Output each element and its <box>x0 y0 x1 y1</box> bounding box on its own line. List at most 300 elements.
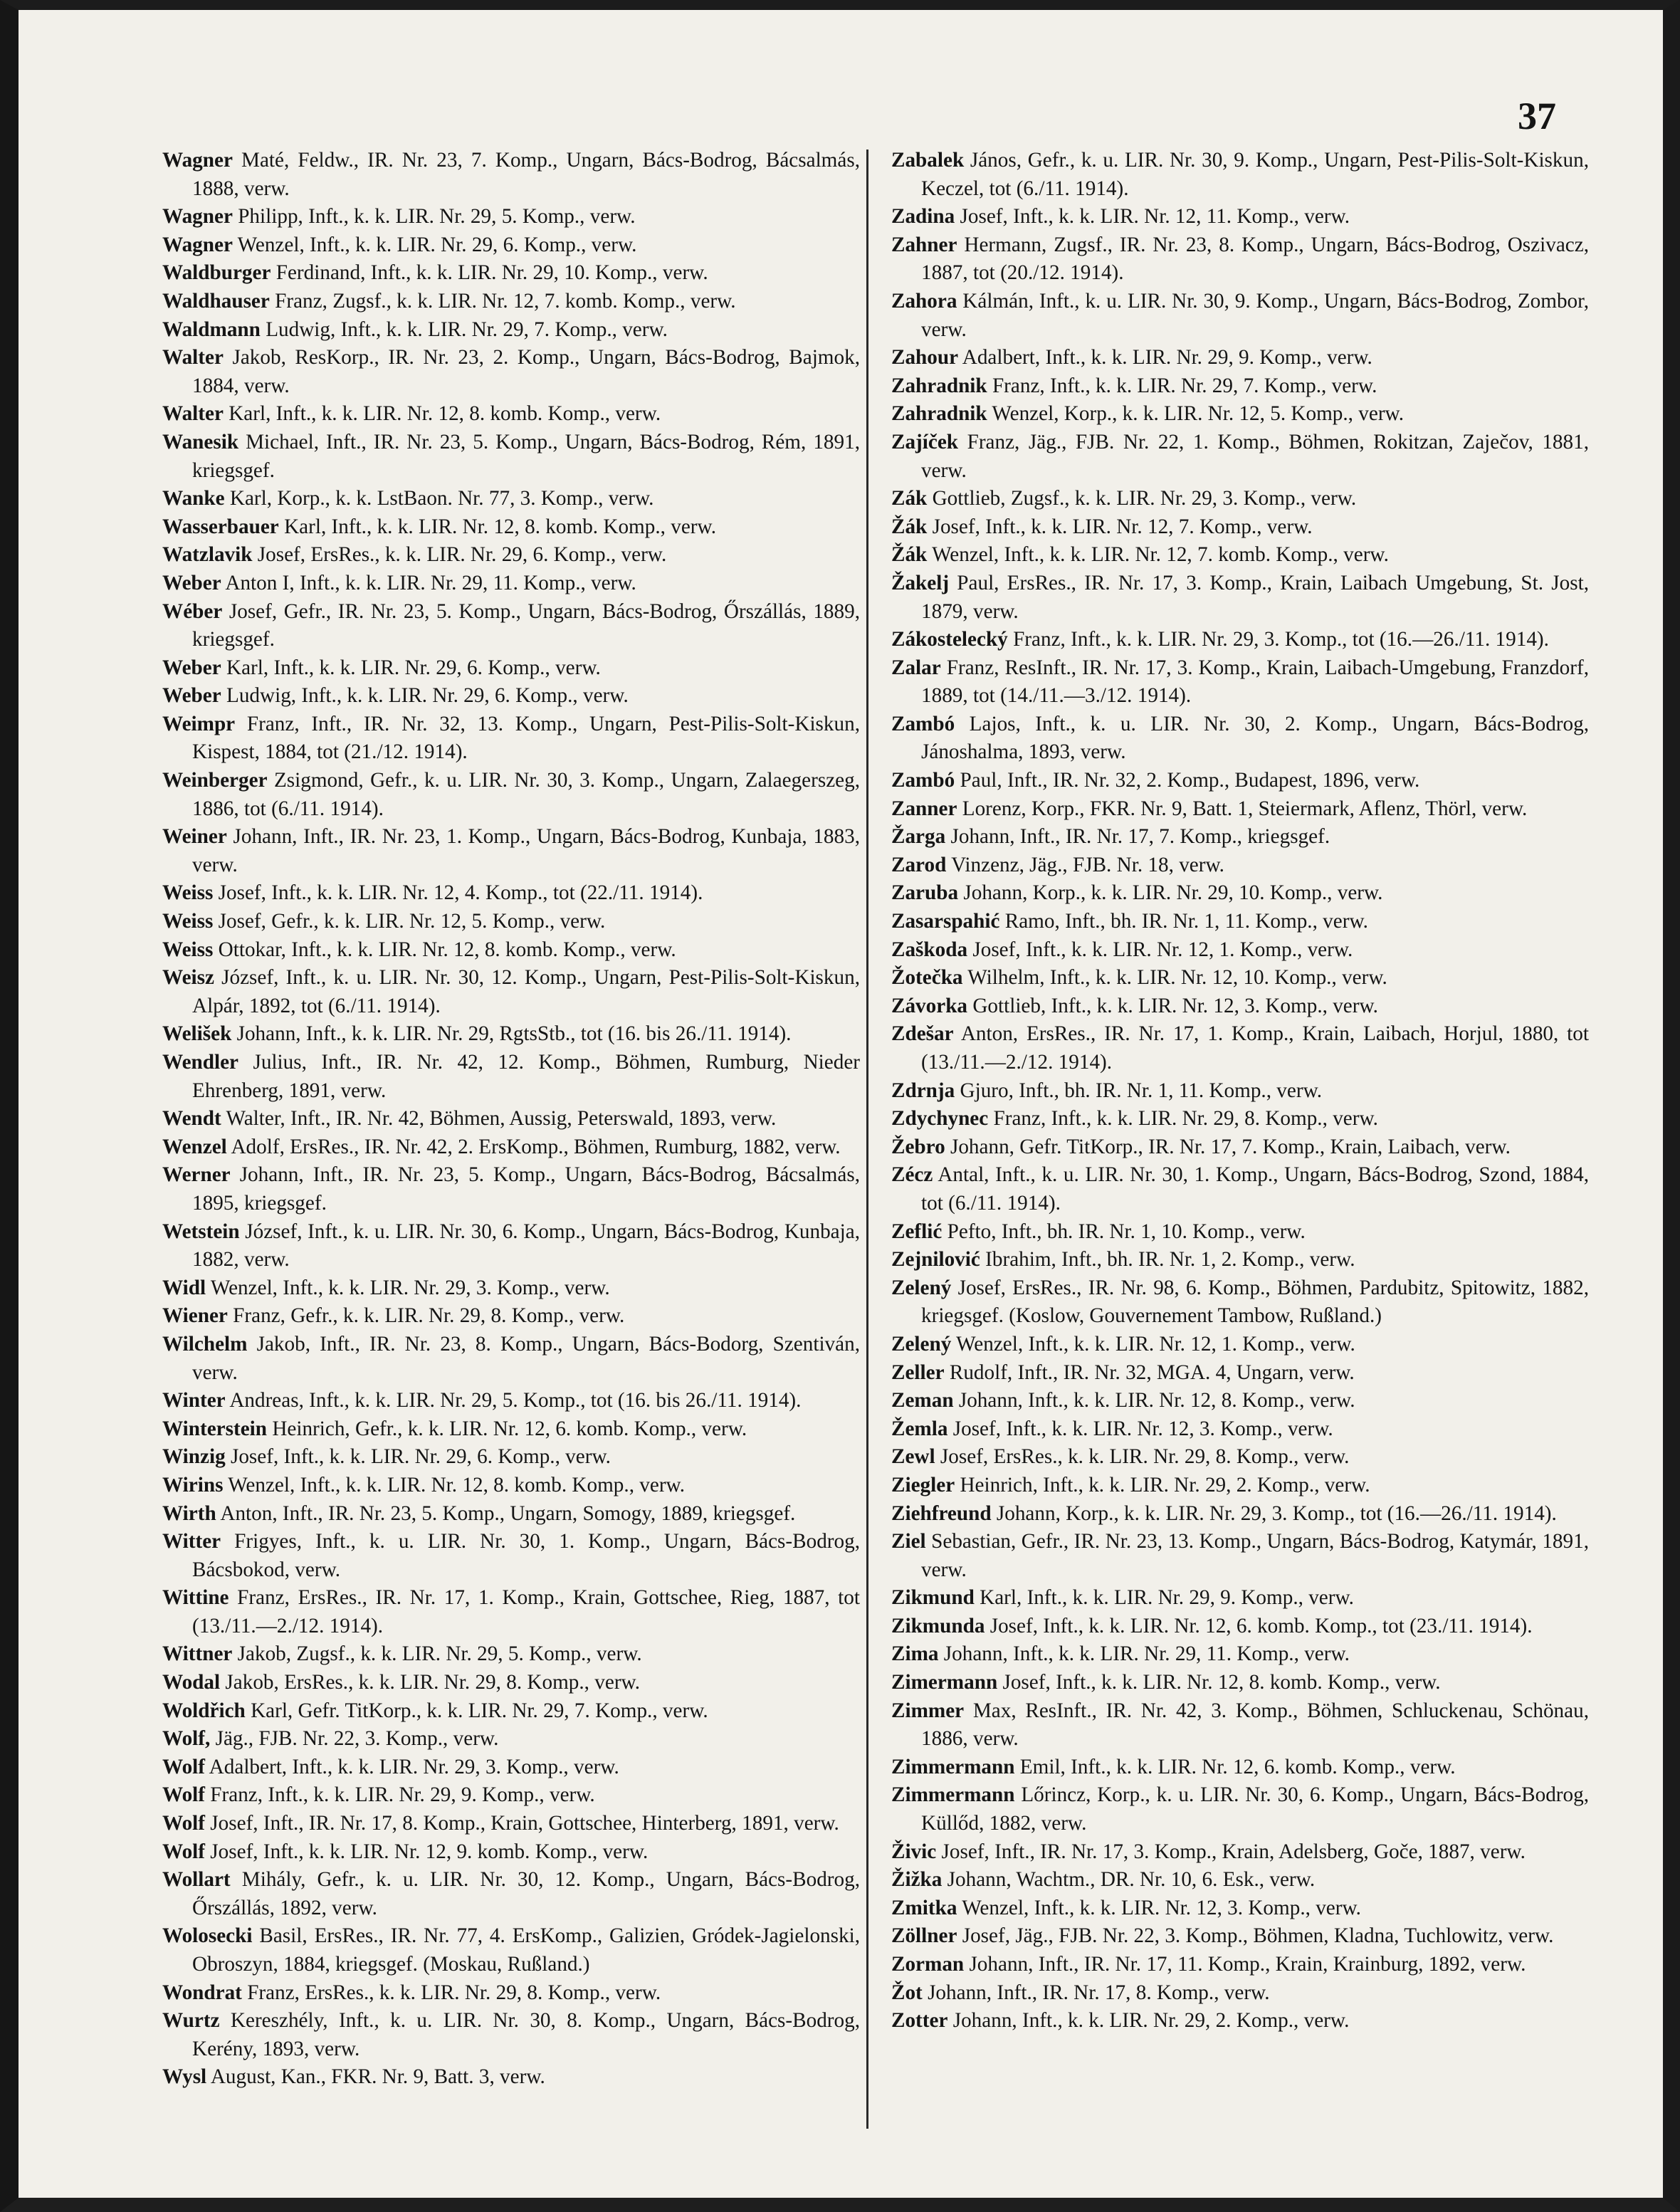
entry-surname: Wirins <box>162 1473 224 1496</box>
entry-surname: Žakelj <box>891 571 950 594</box>
list-entry <box>891 1866 1589 1894</box>
list-entry <box>891 908 1589 936</box>
entry-details: Johann, Inft., k. k. LIR. Nr. 29, 11. Komp., verw. <box>938 1642 1350 1666</box>
entry-details: Wenzel, Inft., k. k. LIR. Nr. 12, 3. Komp., verw. <box>957 1896 1361 1919</box>
entry-details: Frigyes, Inft., k. u. LIR. Nr. 30, 1. Komp., Ungarn, Bács-Bodrog, Bácsbokod, verw. <box>192 1530 860 1581</box>
entry-details: Lőrincz, Korp., k. u. LIR. Nr. 30, 6. Komp., Ungarn, Bács-Bodrog, Küllőd, 1882, verw. <box>921 1783 1589 1835</box>
entry-surname: Weiss <box>162 881 214 905</box>
list-entry <box>162 1669 860 1697</box>
entry-surname: Weiss <box>162 910 214 933</box>
list-entry <box>162 1500 860 1529</box>
list-entry <box>891 485 1589 513</box>
list-entry <box>162 1922 860 1978</box>
entry-surname: Zák <box>891 487 928 510</box>
entry-surname: Zimmermann <box>891 1755 1015 1778</box>
list-entry <box>891 654 1589 711</box>
entry-surname: Wodal <box>162 1671 221 1694</box>
entry-surname: Žák <box>891 515 928 538</box>
entry-surname: Zikmunda <box>891 1614 985 1637</box>
list-entry <box>891 1838 1589 1867</box>
entry-details: Julius, Inft., IR. Nr. 42, 12. Komp., Böhmen, Rumburg, Nieder Ehrenberg, 1891, verw. <box>192 1051 860 1102</box>
list-entry <box>162 1415 860 1444</box>
list-entry <box>162 570 860 598</box>
list-entry <box>891 513 1589 542</box>
entry-details: Anton, Inft., IR. Nr. 23, 5. Komp., Ungarn, Somogy, 1889, kriegsgef. <box>216 1501 796 1525</box>
entry-details: Franz, Jäg., FJB. Nr. 22, 1. Komp., Böhmen, Rokitzan, Zaječov, 1881, verw. <box>921 430 1589 482</box>
list-entry <box>891 795 1589 824</box>
entry-surname: Ziegler <box>891 1473 955 1496</box>
entry-surname: Werner <box>162 1163 231 1187</box>
entry-details: Ramo, Inft., bh. IR. Nr. 1, 11. Komp., verw. <box>999 910 1368 933</box>
entry-details: Josef, Inft., k. k. LIR. Nr. 12, 4. Komp., tot (22./11. 1914). <box>213 881 703 905</box>
entry-details: Michael, Inft., IR. Nr. 23, 5. Komp., Ungarn, Bács-Bodrog, Rém, 1891, kriegsgef. <box>192 430 860 482</box>
entry-surname: Weber <box>162 684 221 708</box>
entry-details: Kálmán, Inft., k. u. LIR. Nr. 30, 9. Komp., Ungarn, Bács-Bodrog, Zombor, verw. <box>921 289 1589 341</box>
entry-surname: Wollart <box>162 1868 231 1892</box>
list-entry <box>162 1161 860 1217</box>
entry-details: Vinzenz, Jäg., FJB. Nr. 18, verw. <box>946 853 1224 876</box>
entry-surname: Zeflić <box>891 1220 943 1243</box>
entry-details: Ibrahim, Inft., bh. IR. Nr. 1, 2. Komp., verw. <box>980 1248 1355 1272</box>
list-entry <box>162 344 860 400</box>
entry-details: Josef, Inft., k. k. LIR. Nr. 12, 11. Komp., verw. <box>955 205 1350 229</box>
list-entry <box>891 964 1589 992</box>
entry-surname: Woldřich <box>162 1699 246 1722</box>
list-entry <box>891 147 1589 203</box>
entry-details: Mihály, Gefr., k. u. LIR. Nr. 30, 12. Komp., Ungarn, Bács-Bodrog, Őrszállás, 1892, verw. <box>192 1868 860 1919</box>
page-number: 37 <box>1518 95 1556 137</box>
entry-surname: Walter <box>162 346 224 369</box>
entry-details: Gottlieb, Inft., k. k. LIR. Nr. 12, 3. Komp., verw. <box>967 994 1378 1017</box>
list-entry <box>891 1246 1589 1274</box>
entry-details: Johann, Inft., IR. Nr. 17, 11. Komp., Krain, Krainburg, 1892, verw. <box>964 1953 1526 1976</box>
list-entry <box>891 1472 1589 1500</box>
entry-details: Ludwig, Inft., k. k. LIR. Nr. 29, 6. Komp., verw. <box>221 684 629 708</box>
entry-surname: Wolf <box>162 1812 205 1835</box>
list-entry <box>891 1161 1589 1217</box>
list-entry <box>162 1472 860 1500</box>
entry-details: Johann, Inft., IR. Nr. 17, 7. Komp., kriegsgef. <box>945 825 1330 849</box>
entry-surname: Zahner <box>891 233 957 256</box>
entry-details: Lajos, Inft., k. u. LIR. Nr. 30, 2. Komp., Ungarn, Bács-Bodrog, Jánoshalma, 1893, verw. <box>921 712 1589 764</box>
entry-surname: Zalar <box>891 656 941 679</box>
entry-surname: Wittner <box>162 1642 233 1666</box>
entry-surname: Zotter <box>891 2009 948 2033</box>
entry-surname: Zdychynec <box>891 1107 989 1131</box>
list-entry <box>162 2007 860 2063</box>
entry-surname: Wolf <box>162 1755 205 1778</box>
list-entry <box>891 570 1589 626</box>
list-entry <box>162 1754 860 1782</box>
entry-details: Josef, ErsRes., IR. Nr. 98, 6. Komp., Böhmen, Pardubitz, Spitowitz, 1882, kriegsgef. (Koslow, Gouvernement Tambow, Rußland.) <box>921 1276 1589 1328</box>
entry-surname: Žotečka <box>891 966 963 990</box>
list-entry <box>162 654 860 683</box>
entry-details: Paul, Inft., IR. Nr. 32, 2. Komp., Budapest, 1896, verw. <box>955 769 1420 792</box>
list-entry <box>891 1894 1589 1923</box>
entry-surname: Wagner <box>162 149 233 172</box>
entry-surname: Wurtz <box>162 2009 220 2033</box>
entry-surname: Živic <box>891 1840 937 1863</box>
entry-details: Basil, ErsRes., IR. Nr. 77, 4. ErsKomp., Galizien, Gródek-Jagielonski, Obroszyn, 1884, kriegsgef. (Moskau, Rußland.) <box>192 1924 860 1976</box>
entry-surname: Zmitka <box>891 1896 957 1919</box>
entry-details: Adolf, ErsRes., IR. Nr. 42, 2. ErsKomp., Böhmen, Rumburg, 1882, verw. <box>226 1135 841 1158</box>
entry-details: Josef, Inft., IR. Nr. 17, 3. Komp., Krain, Adelsberg, Goče, 1887, verw. <box>936 1840 1526 1863</box>
entry-surname: Zahora <box>891 289 957 313</box>
list-entry <box>891 344 1589 372</box>
list-entry <box>891 1979 1589 2008</box>
entry-details: Wilhelm, Inft., k. k. LIR. Nr. 12, 10. Komp., verw. <box>962 966 1387 990</box>
entry-details: Johann, Inft., k. k. LIR. Nr. 29, 2. Komp., verw. <box>947 2009 1350 2033</box>
entry-surname: Waldmann <box>162 318 261 341</box>
entry-details: Antal, Inft., k. u. LIR. Nr. 30, 1. Komp., Ungarn, Bács-Bodrog, Szond, 1884, tot (6./11. 1914). <box>921 1163 1589 1215</box>
entry-surname: Žebro <box>891 1135 945 1158</box>
entry-details: Johann, Wachtm., DR. Nr. 10, 6. Esk., verw. <box>942 1868 1316 1892</box>
list-entry <box>162 1049 860 1105</box>
entry-surname: Zelený <box>891 1332 952 1356</box>
entry-surname: Wolf, <box>162 1727 211 1751</box>
list-entry <box>162 1697 860 1726</box>
list-entry <box>891 992 1589 1021</box>
list-entry <box>891 1669 1589 1697</box>
entry-details: Rudolf, Inft., IR. Nr. 32, MGA. 4, Ungarn, verw. <box>944 1361 1355 1384</box>
list-entry <box>162 1443 860 1472</box>
list-entry <box>162 485 860 513</box>
list-entry <box>891 1077 1589 1106</box>
list-entry <box>162 203 860 231</box>
list-entry <box>162 682 860 711</box>
entry-surname: Zimmer <box>891 1699 965 1722</box>
list-entry <box>162 429 860 485</box>
entry-surname: Zambó <box>891 712 955 735</box>
entry-surname: Weinberger <box>162 769 268 792</box>
entry-details: János, Gefr., k. u. LIR. Nr. 30, 9. Komp., Ungarn, Pest-Pilis-Solt-Kiskun, Keczel, tot (6./11. 1914). <box>921 149 1589 200</box>
entry-surname: Zahradnik <box>891 402 987 426</box>
list-entry <box>162 288 860 316</box>
list-entry <box>162 147 860 203</box>
entry-details: Ferdinand, Inft., k. k. LIR. Nr. 29, 10. Komp., verw. <box>271 261 708 285</box>
entry-details: Karl, Korp., k. k. LstBaon. Nr. 77, 3. Komp., verw. <box>224 487 654 510</box>
list-entry <box>162 1725 860 1754</box>
list-entry <box>891 429 1589 485</box>
entry-details: Jakob, ResKorp., IR. Nr. 23, 2. Komp., Ungarn, Bács-Bodrog, Bajmok, 1884, verw. <box>192 346 860 397</box>
list-entry <box>891 1359 1589 1388</box>
list-entry <box>891 936 1589 965</box>
list-entry <box>891 400 1589 429</box>
entry-details: Gjuro, Inft., bh. IR. Nr. 1, 11. Komp., verw. <box>955 1079 1323 1102</box>
entry-details: Franz, ErsRes., k. k. LIR. Nr. 29, 8. Komp., verw. <box>241 1981 661 2004</box>
entry-details: Emil, Inft., k. k. LIR. Nr. 12, 6. komb. Komp., verw. <box>1014 1755 1456 1778</box>
entry-surname: Zarod <box>891 853 947 876</box>
entry-surname: Zákostelecký <box>891 628 1008 651</box>
entry-surname: Weber <box>162 571 221 594</box>
entry-surname: Žarga <box>891 825 946 849</box>
entry-surname: Wolf <box>162 1783 205 1807</box>
list-entry <box>891 1781 1589 1838</box>
entry-details: Anton, ErsRes., IR. Nr. 17, 1. Komp., Krain, Laibach, Horjul, 1880, tot (13./11.—2./12. 1914). <box>921 1022 1589 1074</box>
list-entry <box>162 1979 860 2008</box>
list-entry <box>162 1810 860 1838</box>
entry-details: Karl, Inft., k. k. LIR. Nr. 29, 9. Komp., verw. <box>974 1586 1354 1610</box>
entry-surname: Walter <box>162 402 224 426</box>
entry-surname: Zdešar <box>891 1022 954 1046</box>
entry-details: Josef, Inft., k. k. LIR. Nr. 29, 6. Komp., verw. <box>225 1445 611 1469</box>
entry-surname: Zejnilović <box>891 1248 980 1272</box>
entry-surname: Zimmermann <box>891 1783 1015 1807</box>
entry-surname: Zeller <box>891 1361 945 1384</box>
list-entry <box>162 1218 860 1274</box>
list-entry <box>891 1640 1589 1669</box>
entry-details: Anton I, Inft., k. k. LIR. Nr. 29, 11. Komp., verw. <box>221 571 636 594</box>
list-entry <box>891 1415 1589 1444</box>
entry-details: Franz, Inft., k. k. LIR. Nr. 29, 9. Komp., verw. <box>205 1783 595 1807</box>
entry-surname: Weimpr <box>162 712 236 735</box>
entry-surname: Zima <box>891 1642 939 1666</box>
entry-details: Philipp, Inft., k. k. LIR. Nr. 29, 5. Komp., verw. <box>232 205 636 229</box>
entry-details: Karl, Inft., k. k. LIR. Nr. 29, 6. Komp., verw. <box>221 656 601 679</box>
entry-details: Josef, Jäg., FJB. Nr. 22, 3. Komp., Böhmen, Kladna, Tuchlowitz, verw. <box>957 1924 1554 1948</box>
entry-details: Johann, Korp., k. k. LIR. Nr. 29, 10. Komp., verw. <box>958 881 1383 905</box>
entry-details: Josef, Inft., k. k. LIR. Nr. 12, 9. komb. Komp., verw. <box>205 1840 649 1863</box>
column-divider <box>866 150 868 2129</box>
entry-surname: Zeman <box>891 1389 954 1412</box>
entry-surname: Zanner <box>891 797 957 820</box>
entry-details: Wenzel, Korp., k. k. LIR. Nr. 12, 5. Komp., verw. <box>987 402 1405 426</box>
entry-details: Max, ResInft., IR. Nr. 42, 3. Komp., Böhmen, Schluckenau, Schönau, 1886, verw. <box>921 1699 1589 1751</box>
entry-surname: Zaškoda <box>891 938 968 961</box>
entry-details: Johann, Gefr. TitKorp., IR. Nr. 17, 7. Komp., Krain, Laibach, verw. <box>945 1135 1511 1158</box>
list-entry <box>891 767 1589 795</box>
entry-surname: Wanke <box>162 487 225 510</box>
entry-surname: Wéber <box>162 599 223 623</box>
entry-surname: Welišek <box>162 1022 232 1046</box>
entry-details: Hermann, Zugsf., IR. Nr. 23, 8. Komp., Ungarn, Bács-Bodrog, Oszivacz, 1887, tot (20./12. 1914). <box>921 233 1589 285</box>
entry-details: Johann, Inft., IR. Nr. 17, 8. Komp., verw. <box>922 1981 1270 2004</box>
entry-surname: Wirth <box>162 1501 216 1525</box>
list-entry <box>162 1838 860 1867</box>
entry-details: József, Inft., k. u. LIR. Nr. 30, 12. Komp., Ungarn, Pest-Pilis-Solt-Kiskun, Alpár, 1892, tot (6./11. 1914). <box>192 966 860 1017</box>
list-entry <box>891 1331 1589 1359</box>
entry-details: Paul, ErsRes., IR. Nr. 17, 3. Komp., Krain, Laibach Umgebung, St. Jost, 1879, verw. <box>921 571 1589 623</box>
entry-surname: Žák <box>891 543 928 567</box>
entry-surname: Weisz <box>162 966 214 990</box>
entry-surname: Wasserbauer <box>162 515 279 538</box>
entry-details: Gottlieb, Zugsf., k. k. LIR. Nr. 29, 3. Komp., verw. <box>927 487 1357 510</box>
entry-details: Johann, Inft., IR. Nr. 23, 5. Komp., Ungarn, Bács-Bodrog, Bácsalmás, 1895, kriegsgef. <box>192 1163 860 1215</box>
entry-details: Karl, Inft., k. k. LIR. Nr. 12, 8. komb. Komp., verw. <box>223 402 661 426</box>
list-entry <box>891 1500 1589 1529</box>
entry-surname: Witter <box>162 1530 221 1553</box>
entry-details: Jakob, ErsRes., k. k. LIR. Nr. 29, 8. Komp., verw. <box>220 1671 641 1694</box>
entry-surname: Žemla <box>891 1417 948 1440</box>
list-entry <box>891 2007 1589 2035</box>
entry-details: Josef, Inft., k. k. LIR. Nr. 12, 6. komb. Komp., tot (23./11. 1914). <box>985 1614 1533 1637</box>
entry-details: Maté, Feldw., IR. Nr. 23, 7. Komp., Ungarn, Bács-Bodrog, Bácsalmás, 1888, verw. <box>192 149 860 200</box>
list-entry <box>162 936 860 965</box>
list-entry <box>891 203 1589 231</box>
list-entry <box>162 964 860 1020</box>
list-entry <box>162 767 860 823</box>
entry-details: Franz, Inft., k. k. LIR. Nr. 29, 8. Komp., verw. <box>988 1107 1378 1131</box>
list-entry <box>891 1528 1589 1584</box>
list-entry <box>162 1584 860 1640</box>
entry-surname: Zimermann <box>891 1671 998 1694</box>
list-entry <box>891 1218 1589 1247</box>
entry-details: Heinrich, Inft., k. k. LIR. Nr. 29, 2. Komp., verw. <box>955 1473 1370 1496</box>
list-entry <box>162 1528 860 1584</box>
entry-details: Ludwig, Inft., k. k. LIR. Nr. 29, 7. Komp., verw. <box>260 318 668 341</box>
list-entry <box>891 711 1589 767</box>
entry-surname: Žižka <box>891 1868 943 1892</box>
list-entry <box>891 1105 1589 1133</box>
list-entry <box>162 1331 860 1387</box>
entry-surname: Ziehfreund <box>891 1501 992 1525</box>
entry-details: József, Inft., k. u. LIR. Nr. 30, 6. Komp., Ungarn, Bács-Bodrog, Kunbaja, 1882, verw. <box>192 1220 860 1272</box>
list-entry <box>891 1133 1589 1162</box>
entry-details: Josef, Gefr., k. k. LIR. Nr. 12, 5. Komp., verw. <box>213 910 606 933</box>
list-entry <box>891 1274 1589 1331</box>
list-entry <box>162 598 860 654</box>
entry-surname: Zécz <box>891 1163 933 1187</box>
entry-surname: Zasarspahić <box>891 910 1000 933</box>
entry-details: Zsigmond, Gefr., k. u. LIR. Nr. 30, 3. Komp., Ungarn, Zalaegerszeg, 1886, tot (6./11. 1914). <box>192 769 860 820</box>
entry-details: Heinrich, Gefr., k. k. LIR. Nr. 12, 6. komb. Komp., verw. <box>267 1417 747 1440</box>
list-entry <box>162 1274 860 1303</box>
entry-surname: Wagner <box>162 205 233 229</box>
entry-surname: Winterstein <box>162 1417 268 1440</box>
list-entry <box>891 1020 1589 1076</box>
entry-details: Franz, Gefr., k. k. LIR. Nr. 29, 8. Komp., verw. <box>227 1304 625 1328</box>
entry-details: Walter, Inft., IR. Nr. 42, Böhmen, Aussig, Peterswald, 1893, verw. <box>221 1107 777 1131</box>
entry-surname: Wenzel <box>162 1135 227 1158</box>
entry-surname: Wolosecki <box>162 1924 253 1948</box>
entry-surname: Zahradnik <box>891 374 987 397</box>
list-entry <box>162 1020 860 1049</box>
entry-surname: Watzlavik <box>162 543 253 567</box>
entry-surname: Wittine <box>162 1586 229 1610</box>
entry-surname: Wetstein <box>162 1220 240 1243</box>
entry-details: Johann, Inft., k. k. LIR. Nr. 12, 8. Komp., verw. <box>953 1389 1355 1412</box>
entry-surname: Wanesik <box>162 430 239 454</box>
list-entry <box>891 1443 1589 1472</box>
entry-surname: Wolf <box>162 1840 205 1863</box>
list-entry <box>162 1640 860 1669</box>
entry-details: Franz, Zugsf., k. k. LIR. Nr. 12, 7. komb. Komp., verw. <box>269 289 736 313</box>
entry-surname: Wilchelm <box>162 1332 248 1356</box>
list-entry <box>162 1781 860 1810</box>
entry-surname: Zorman <box>891 1953 965 1976</box>
entry-surname: Zadina <box>891 205 955 229</box>
right-column <box>891 147 1589 2035</box>
list-entry <box>891 541 1589 570</box>
entry-surname: Wysl <box>162 2065 207 2089</box>
entry-details: Franz, Inft., k. k. LIR. Nr. 29, 3. Komp., tot (16.—26./11. 1914). <box>1007 628 1549 651</box>
list-entry <box>891 231 1589 288</box>
entry-surname: Zambó <box>891 769 955 792</box>
list-entry <box>891 851 1589 880</box>
list-entry <box>162 259 860 288</box>
entry-surname: Weber <box>162 656 221 679</box>
entry-surname: Zaruba <box>891 881 959 905</box>
entry-details: Andreas, Inft., k. k. LIR. Nr. 29, 5. Komp., tot (16. bis 26./11. 1914). <box>225 1389 802 1412</box>
list-entry <box>891 1754 1589 1782</box>
entry-surname: Zikmund <box>891 1586 975 1610</box>
list-entry <box>162 541 860 570</box>
entry-surname: Winter <box>162 1389 226 1412</box>
entry-details: Josef, Inft., k. k. LIR. Nr. 12, 8. komb. Komp., verw. <box>997 1671 1441 1694</box>
entry-surname: Wendt <box>162 1107 221 1131</box>
entry-details: Josef, Inft., k. k. LIR. Nr. 12, 3. Komp., verw. <box>947 1417 1333 1440</box>
list-entry <box>162 879 860 908</box>
entry-details: Wenzel, Inft., k. k. LIR. Nr. 12, 1. Komp., verw. <box>951 1332 1355 1356</box>
list-entry <box>891 1951 1589 1979</box>
entry-details: Josef, ErsRes., k. k. LIR. Nr. 29, 8. Komp., verw. <box>935 1445 1350 1469</box>
entry-details: Wenzel, Inft., k. k. LIR. Nr. 12, 8. komb. Komp., verw. <box>223 1473 686 1496</box>
entry-details: Kereszhély, Inft., k. u. LIR. Nr. 30, 8. Komp., Ungarn, Bács-Bodrog, Kerény, 1893, verw. <box>192 2009 860 2060</box>
list-entry <box>891 1613 1589 1641</box>
entry-surname: Weiner <box>162 825 227 849</box>
list-entry <box>891 1387 1589 1415</box>
list-entry <box>891 1922 1589 1951</box>
list-entry <box>162 908 860 936</box>
entry-surname: Wendler <box>162 1051 239 1074</box>
list-entry <box>162 823 860 879</box>
entry-surname: Zelený <box>891 1276 952 1299</box>
list-entry <box>162 513 860 542</box>
entry-details: Franz, ResInft., IR. Nr. 17, 3. Komp., Krain, Laibach-Umgebung, Franzdorf, 1889, tot (14./11.—3./12. 1914). <box>921 656 1589 708</box>
entry-details: Franz, Inft., IR. Nr. 32, 13. Komp., Ungarn, Pest-Pilis-Solt-Kiskun, Kispest, 1884, tot (21./12. 1914). <box>192 712 860 764</box>
entry-details: Jakob, Zugsf., k. k. LIR. Nr. 29, 5. Komp., verw. <box>232 1642 642 1666</box>
list-entry <box>891 626 1589 654</box>
entry-surname: Zöllner <box>891 1924 957 1948</box>
entry-details: Adalbert, Inft., k. k. LIR. Nr. 29, 9. Komp., verw. <box>958 346 1372 369</box>
entry-details: Josef, ErsRes., k. k. LIR. Nr. 29, 6. Komp., verw. <box>252 543 667 567</box>
entry-surname: Závorka <box>891 994 968 1017</box>
list-entry <box>162 231 860 260</box>
entry-details: Josef, Inft., k. k. LIR. Nr. 12, 1. Komp., verw. <box>967 938 1353 961</box>
entry-details: Josef, Inft., k. k. LIR. Nr. 12, 7. Komp., verw. <box>927 515 1313 538</box>
entry-details: Lorenz, Korp., FKR. Nr. 9, Batt. 1, Steiermark, Aflenz, Thörl, verw. <box>957 797 1528 820</box>
entry-details: Karl, Inft., k. k. LIR. Nr. 12, 8. komb. Komp., verw. <box>278 515 716 538</box>
list-entry <box>891 879 1589 908</box>
entry-details: Franz, Inft., k. k. LIR. Nr. 29, 7. Komp., verw. <box>987 374 1377 397</box>
list-entry <box>162 1866 860 1922</box>
entry-details: Wenzel, Inft., k. k. LIR. Nr. 12, 7. komb. Komp., verw. <box>927 543 1389 567</box>
entry-details: Johann, Korp., k. k. LIR. Nr. 29, 3. Komp., tot (16.—26./11. 1914). <box>991 1501 1557 1525</box>
entry-surname: Žot <box>891 1981 923 2004</box>
entry-details: Karl, Gefr. TitKorp., k. k. LIR. Nr. 29, 7. Komp., verw. <box>245 1699 708 1722</box>
entry-surname: Zajíček <box>891 430 959 454</box>
entry-details: Johann, Inft., k. k. LIR. Nr. 29, RgtsStb., tot (16. bis 26./11. 1914). <box>231 1022 792 1046</box>
entry-details: Wenzel, Inft., k. k. LIR. Nr. 29, 6. Komp., verw. <box>232 233 637 256</box>
entry-details: Sebastian, Gefr., IR. Nr. 23, 13. Komp., Ungarn, Bács-Bodrog, Katymár, 1891, verw. <box>921 1530 1589 1581</box>
left-column <box>162 147 860 2092</box>
entry-surname: Winzig <box>162 1445 226 1469</box>
list-entry <box>891 288 1589 344</box>
list-entry <box>162 316 860 345</box>
list-entry <box>162 711 860 767</box>
entry-surname: Widl <box>162 1276 206 1299</box>
entry-details: Johann, Inft., IR. Nr. 23, 1. Komp., Ungarn, Bács-Bodrog, Kunbaja, 1883, verw. <box>192 825 860 876</box>
entry-details: Jäg., FJB. Nr. 22, 3. Komp., verw. <box>210 1727 499 1751</box>
list-entry <box>162 1387 860 1415</box>
entry-details: Josef, Gefr., IR. Nr. 23, 5. Komp., Ungarn, Bács-Bodrog, Őrszállás, 1889, kriegsgef. <box>192 599 860 651</box>
entry-details: Pefto, Inft., bh. IR. Nr. 1, 10. Komp., verw. <box>942 1220 1306 1243</box>
list-entry <box>891 372 1589 401</box>
list-entry <box>162 2063 860 2092</box>
entry-surname: Waldhauser <box>162 289 270 313</box>
entry-surname: Waldburger <box>162 261 271 285</box>
entry-details: Jakob, Inft., IR. Nr. 23, 8. Komp., Ungarn, Bács-Bodorg, Szentiván, verw. <box>192 1332 860 1384</box>
